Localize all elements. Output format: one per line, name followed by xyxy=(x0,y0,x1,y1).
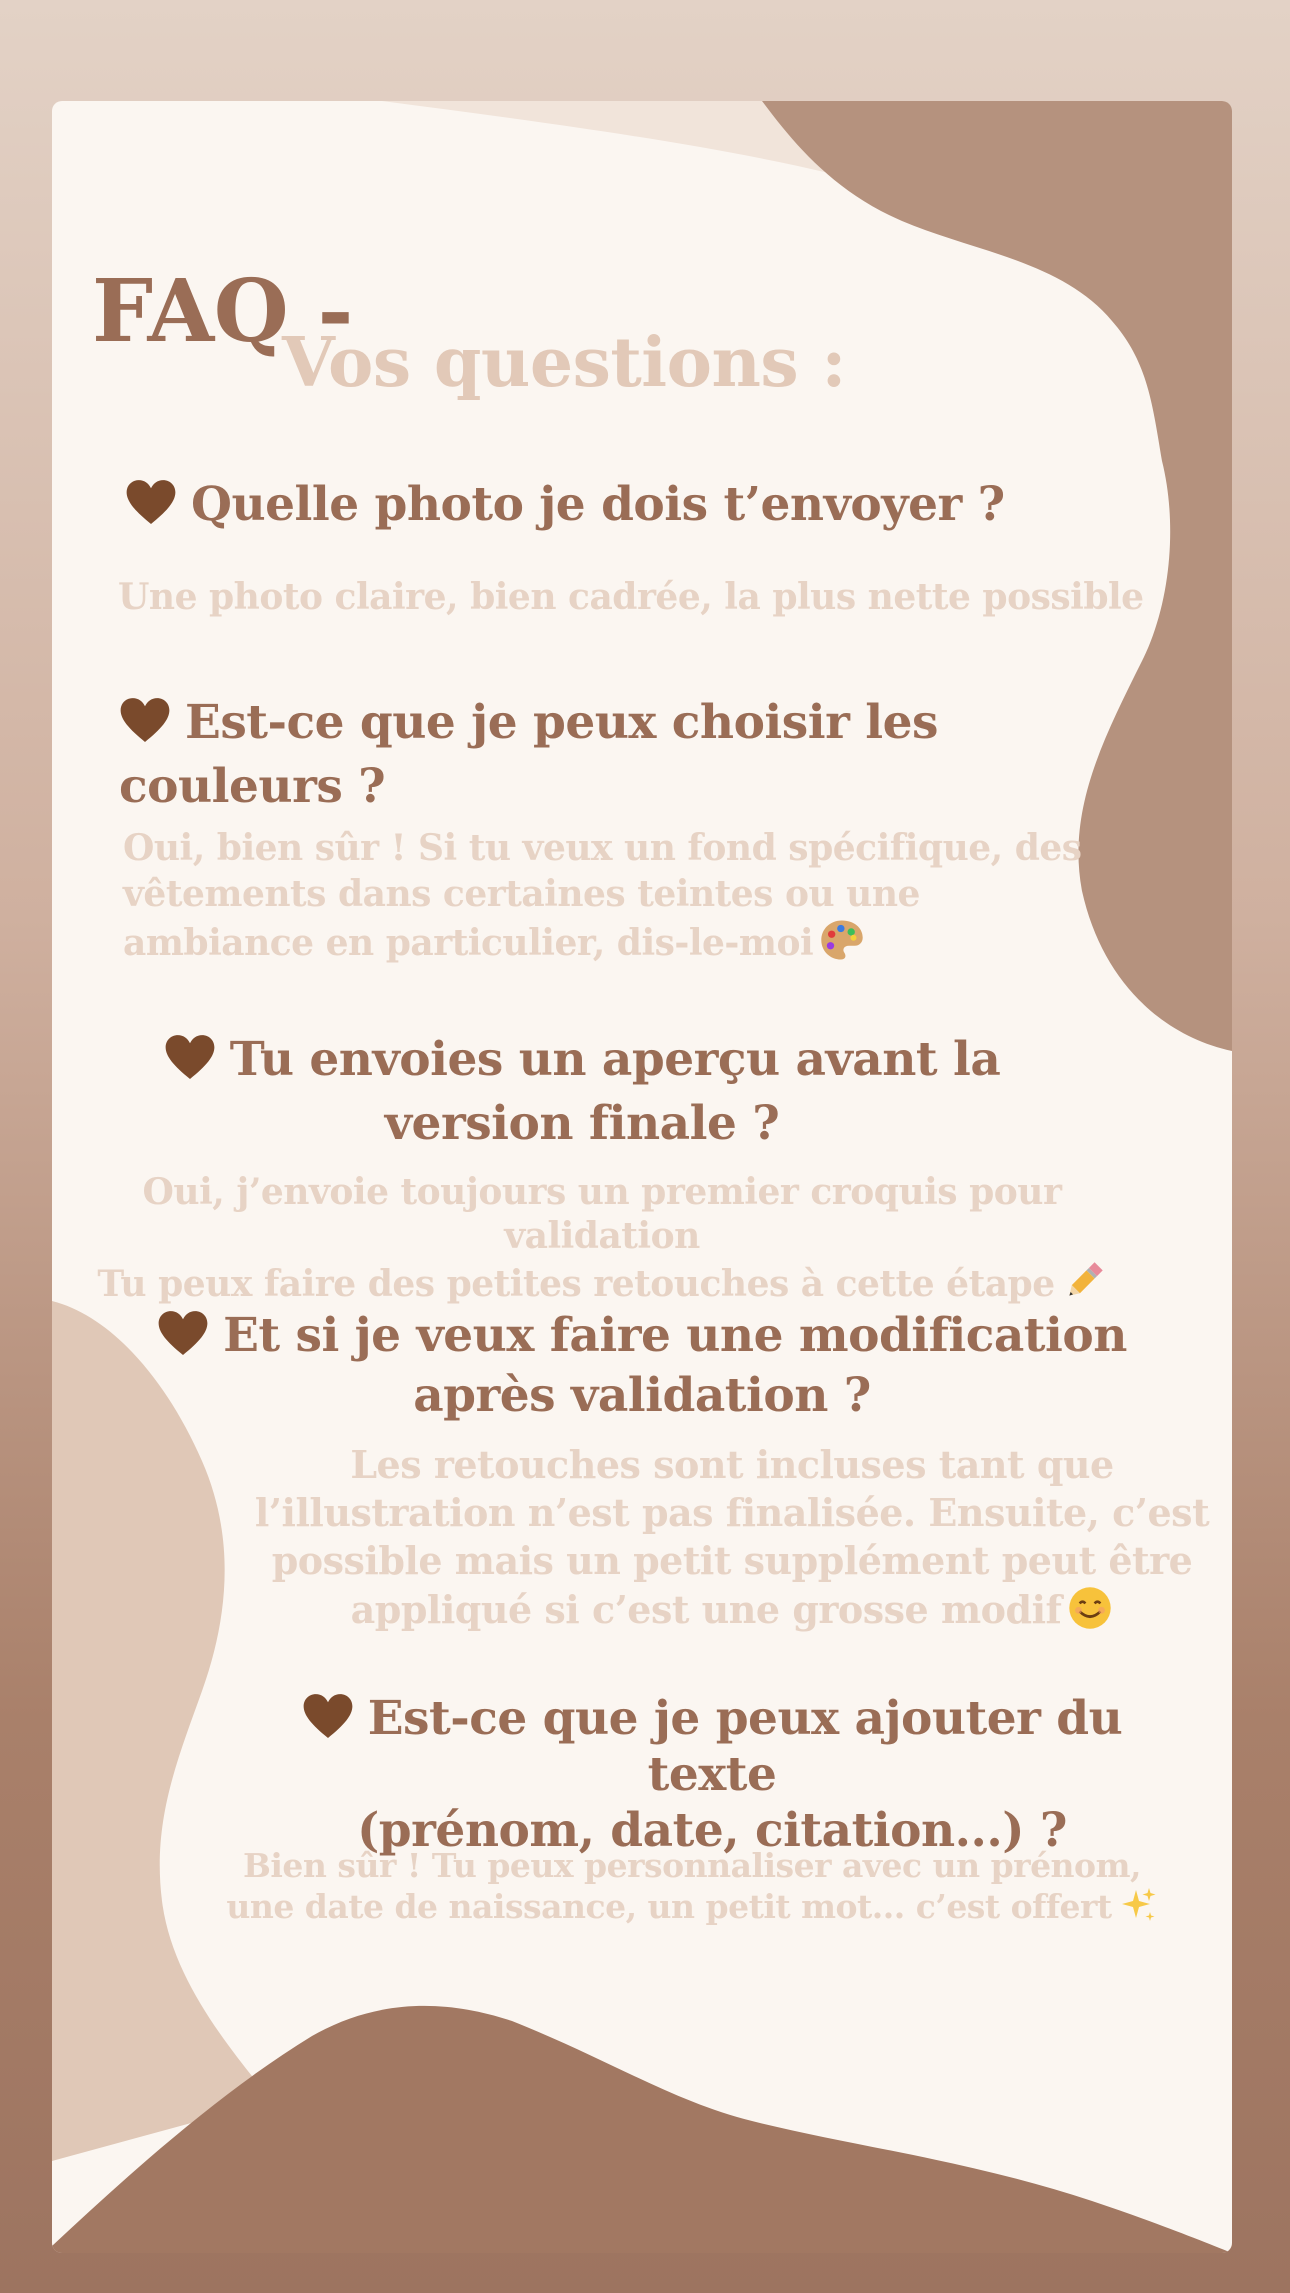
page-title: FAQ - xyxy=(92,261,353,362)
faq-answer-line: une date de naissance, un petit mot... c’est offert xyxy=(212,1886,1172,1927)
faq-question-2 xyxy=(119,691,938,819)
brown-heart-icon xyxy=(157,1309,209,1357)
faq-answer-line: Bien sûr ! Tu peux personnaliser avec un prénom, xyxy=(243,1846,1141,1885)
faq-answer-line: Une photo claire, bien cadrée, la plus nette possible xyxy=(118,576,1144,618)
faq-question-line xyxy=(119,691,938,755)
faq-card xyxy=(52,101,1232,2253)
faq-answer-line: Tu peux faire des petites retouches à cette étape xyxy=(52,1258,1152,1306)
faq-answer-line: possible mais un petit supplément peut être xyxy=(271,1538,1193,1583)
faq-answer-line: ambiance en particulier, dis-le-moi xyxy=(123,917,1082,966)
faq-question-text: Est-ce que je peux ajouter du texte xyxy=(367,1691,1123,1802)
faq-answer-line: appliqué si c’est une grosse modif xyxy=(252,1585,1212,1634)
faq-answer-line: vêtements dans certaines teintes ou une xyxy=(123,873,920,915)
page-subtitle: Vos questions : xyxy=(282,323,846,403)
faq-question-1 xyxy=(125,473,1005,537)
faq-question-line xyxy=(112,1306,1172,1366)
faq-answer-line: l’illustration n’est pas finalisée. Ensuite, c’est xyxy=(254,1490,1210,1535)
pencil-icon xyxy=(1061,1258,1107,1304)
faq-question-line: (prénom, date, citation...) ? xyxy=(357,1803,1067,1858)
faq-question-text: Tu envoies un aperçu avant la xyxy=(229,1032,1001,1087)
brown-heart-icon xyxy=(125,478,177,526)
faq-question-text: Est-ce que je peux choisir les xyxy=(185,695,938,750)
faq-question-text: Et si je veux faire une modification xyxy=(223,1308,1127,1363)
faq-answer-line: Oui, j’envoie toujours un premier croquis pour validation xyxy=(142,1171,1062,1257)
faq-answer-line: Oui, bien sûr ! Si tu veux un fond spécifique, des xyxy=(123,827,1082,869)
faq-question-line: version finale ? xyxy=(384,1096,780,1151)
brown-heart-icon xyxy=(164,1033,216,1081)
faq-answer-5 xyxy=(212,1846,1172,1927)
faq-answer-2 xyxy=(123,825,1082,966)
smiling-face-icon xyxy=(1067,1585,1113,1631)
faq-answer-1 xyxy=(118,574,1144,620)
dark-blob-bottom xyxy=(52,2006,1232,2253)
faq-question-line: après validation ? xyxy=(413,1368,871,1423)
palette-icon xyxy=(819,917,865,963)
faq-question-5 xyxy=(232,1691,1192,1859)
faq-answer-4 xyxy=(252,1441,1212,1634)
faq-question-3 xyxy=(52,1028,1112,1156)
faq-answer-line: Les retouches sont incluses tant que xyxy=(350,1442,1114,1487)
brown-heart-icon xyxy=(119,696,171,744)
faq-question-line xyxy=(52,1028,1112,1092)
faq-question-text: Quelle photo je dois t’envoyer ? xyxy=(191,477,1005,532)
faq-question-line xyxy=(232,1691,1192,1803)
faq-answer-3 xyxy=(52,1170,1152,1306)
faq-question-4 xyxy=(112,1306,1172,1426)
brown-heart-icon xyxy=(302,1692,354,1740)
faq-question-line: couleurs ? xyxy=(119,759,386,814)
sparkles-icon xyxy=(1118,1886,1158,1926)
